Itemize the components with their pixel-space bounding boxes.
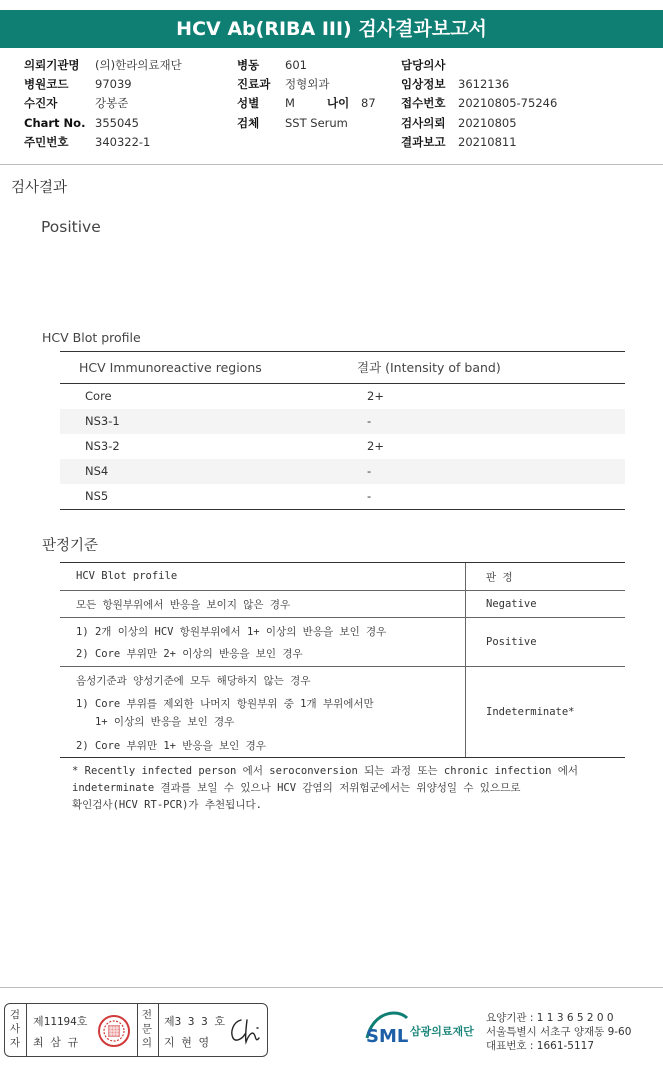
- criteria-positive-line-2: 2) Core 부위만 2+ 이상의 반응을 보인 경우: [76, 648, 303, 660]
- footnote-line-3: 확인검사(HCV RT-PCR)가 추천됩니다.: [72, 799, 262, 811]
- header-divider: [0, 164, 663, 165]
- info-report-date: 결과보고 20210811: [401, 135, 517, 149]
- blot-col-result: 결과 (Intensity of band): [357, 360, 501, 375]
- info-department: 진료과 정형외과: [237, 77, 330, 91]
- report-title: HCV Ab(RIBA III) 검사결과보고서: [0, 10, 663, 48]
- signature-divider: [137, 1004, 138, 1056]
- info-chart-no: Chart No. 355045: [24, 116, 139, 130]
- org-info: [486, 1011, 631, 1053]
- info-specimen: 검체 SST Serum: [237, 116, 348, 130]
- info-receipt-no: 접수번호 20210805-75246: [401, 96, 558, 110]
- info-patient-name: 수진자 강봉준: [24, 96, 129, 110]
- criteria-negative-row: [60, 591, 625, 618]
- blot-profile-title: HCV Blot profile: [42, 330, 141, 345]
- info-resident-no: 주민번호 340322-1: [24, 135, 151, 149]
- blot-row-core: Core 2+: [85, 389, 384, 403]
- criteria-positive-line-1: 1) 2개 이상의 HCV 항원부위에서 1+ 이상의 반응을 보인 경우: [76, 626, 387, 638]
- footer-divider: [0, 987, 663, 988]
- info-doctor: 담당의사: [401, 58, 446, 72]
- info-age: 나이 87: [327, 96, 376, 110]
- org-phone: 대표번호 : 1661-5117: [486, 1040, 595, 1052]
- info-hospital-code: 병원코드 97039: [24, 77, 132, 91]
- criteria-indeterminate-label: Indeterminate*: [486, 706, 575, 718]
- result-value: Positive: [41, 218, 101, 236]
- criteria-indeterminate-line-3: 1+ 이상의 반응을 보인 경우: [76, 716, 235, 728]
- org-name: 삼광의료재단: [410, 1025, 474, 1038]
- criteria-header-row: [60, 563, 625, 591]
- criteria-positive-label: Positive: [486, 636, 537, 648]
- info-request-date: 검사의뢰 20210805: [401, 116, 517, 130]
- criteria-indeterminate-line-2: 1) Core 부위를 제외한 나머지 항원부위 중 1개 부위에서만: [76, 698, 374, 710]
- criteria-indeterminate-line-4: 2) Core 부위만 1+ 반응을 보인 경우: [76, 740, 266, 752]
- blot-row-ns3-2: NS3-2 2+: [85, 439, 384, 453]
- specialist-number: 제3 3 3 호: [164, 1015, 225, 1028]
- specialist-name: 지 현 영: [164, 1036, 210, 1049]
- seal-stamp-icon: [97, 1014, 131, 1048]
- logo-text: SML: [366, 1026, 409, 1047]
- criteria-indeterminate-row: [60, 667, 625, 757]
- signature-divider: [26, 1004, 27, 1056]
- blot-row-ns5: NS5 -: [85, 489, 372, 503]
- criteria-positive-row: [60, 618, 625, 667]
- criteria-negative-text: 모든 항원부위에서 반응을 보이지 않은 경우: [76, 599, 291, 611]
- criteria-indeterminate-line-1: 음성기준과 양성기준에 모두 해당하지 않는 경우: [76, 675, 311, 687]
- signature-divider: [158, 1004, 159, 1056]
- blot-profile-table: [60, 351, 625, 510]
- blot-row-ns3-1: NS3-1 -: [60, 409, 625, 434]
- examiner-name: 최 삼 규: [33, 1036, 79, 1049]
- blot-table-header: [60, 352, 625, 384]
- criteria-section-title: 판정기준: [42, 538, 99, 554]
- criteria-head-right: 판 정: [486, 571, 513, 583]
- org-code: 요양기관 : 1 1 3 6 5 2 0 0: [486, 1012, 614, 1024]
- footnote-line-1: * Recently infected person 에서 seroconversion 되는 과정 또는 chronic infection 에서: [72, 765, 579, 777]
- footnote-line-2: indeterminate 결과를 보일 수 있으나 HCV 감염의 저위험군에서는 위양성일 수 있으므로: [72, 782, 521, 794]
- info-ward: 병동 601: [237, 58, 307, 72]
- specialist-label: 전 문 의: [141, 1009, 153, 1049]
- criteria-negative-label: Negative: [486, 598, 537, 610]
- criteria-table: [60, 562, 625, 758]
- patient-info: [0, 56, 663, 158]
- result-section-title: 검사결과: [11, 180, 68, 196]
- blot-row-ns4: NS4 -: [60, 459, 625, 484]
- examiner-label: 검 사 자: [9, 1009, 21, 1049]
- handwritten-signature-icon: [227, 1016, 263, 1046]
- signature-box: [4, 1003, 268, 1057]
- info-clinical: 임상정보 3612136: [401, 77, 510, 91]
- blot-col-region: HCV Immunoreactive regions: [79, 360, 262, 375]
- examiner-number: 제11194호: [33, 1015, 88, 1028]
- info-sex: 성별 M: [237, 96, 295, 110]
- criteria-head-left: HCV Blot profile: [76, 570, 178, 582]
- footnote: [72, 763, 632, 814]
- org-address: 서울특별시 서초구 양재동 9-60: [486, 1026, 632, 1038]
- info-requesting-org: 의뢰기관명 (의)한라의료재단: [24, 58, 182, 72]
